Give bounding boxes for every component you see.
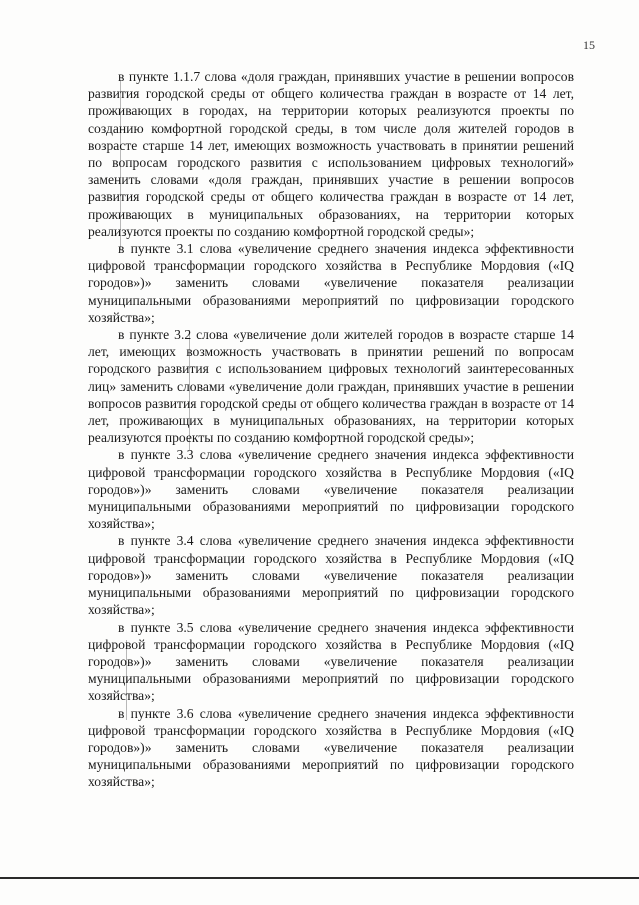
amendment-paragraph: в пункте 3.2 слова «увеличение доли жителей городов в возрасте старше 14 лет, имеющих возможность участвовать в принятии решений по вопросам городского развития с использованием цифровых технологий заинтересованных лиц» заменить словами «увеличение доли граждан, принявших участие в решении вопросов развития городской среды от общего количества граждан в возрасте от 14 лет, проживающих в муниципальных образованиях, на территории которых реализуются проекты по созданию комфортной городской среды»; [88, 327, 574, 446]
amendment-paragraph: в пункте 3.6 слова «увеличение среднего значения индекса эффективности цифровой трансформации городского хозяйства в Республике Мордовия («IQ городов»)» заменить словами «увеличение показателя реализации муниципальными образованиями мероприятий по цифровизации городского хозяйства»; [88, 705, 574, 790]
amendment-paragraph: в пункте 3.4 слова «увеличение среднего значения индекса эффективности цифровой трансформации городского хозяйства в Республике Мордовия («IQ городов»)» заменить словами «увеличение показателя реализации муниципальными образованиями мероприятий по цифровизации городского хозяйства»; [88, 533, 574, 618]
amendment-paragraph: в пункте 3.5 слова «увеличение среднего значения индекса эффективности цифровой трансформации городского хозяйства в Республике Мордовия («IQ городов»)» заменить словами «увеличение показателя реализации муниципальными образованиями мероприятий по цифровизации городского хозяйства»; [88, 619, 574, 704]
amendment-paragraph: в пункте 1.1.7 слова «доля граждан, принявших участие в решении вопросов развития городской среды от общего количества граждан в возрасте от 14 лет, проживающих в городах, на территории которых реализуются проекты по созданию комфортной городской среды, в том числе доля жителей городов в возрасте старше 14 лет, имеющих возможность участвовать в принятии решений по вопросам городского развития с использованием цифровых технологий» заменить словами «доля граждан, принявших участие в решении вопросов развития городской среды от общего количества граждан в возрасте от 14 лет, проживающих в муниципальных образованиях, на территории которых реализуются проекты по созданию комфортной городской среды»; [88, 69, 574, 239]
document-body [88, 68, 574, 791]
amendment-paragraph: в пункте 3.1 слова «увеличение среднего значения индекса эффективности цифровой трансформации городского хозяйства в Республике Мордовия («IQ городов»)» заменить словами «увеличение показателя реализации муниципальными образованиями мероприятий по цифровизации городского хозяйства»; [88, 241, 574, 325]
page-number: 15 [583, 38, 595, 52]
page-bottom-rule [0, 877, 639, 879]
amendment-paragraph: в пункте 3.3 слова «увеличение среднего значения индекса эффективности цифровой трансформации городского хозяйства в Республике Мордовия («IQ городов»)» заменить словами «увеличение показателя реализации муниципальными образованиями мероприятий по цифровизации городского хозяйства»; [88, 447, 574, 532]
